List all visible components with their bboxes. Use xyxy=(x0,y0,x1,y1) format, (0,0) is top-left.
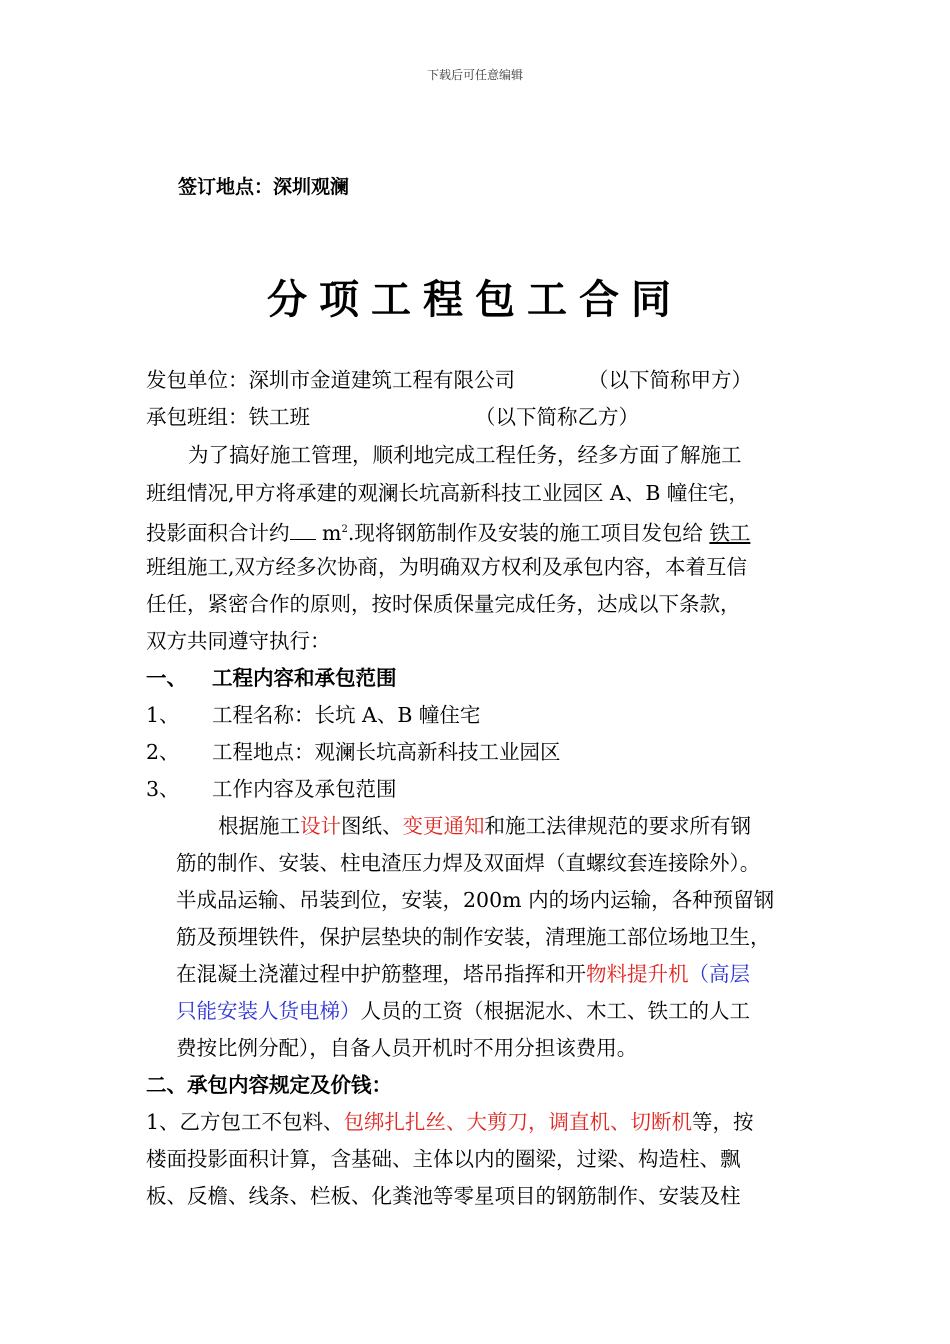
highlight-elevator-note: 只能安装人货电梯） xyxy=(176,999,361,1023)
item-text: 工程地点：观澜长坑高新科技工业园区 xyxy=(212,740,561,764)
header-note: 下载后可任意编辑 xyxy=(426,68,523,82)
scope-text: 和施工法律规范的要求所有钢 xyxy=(484,814,751,838)
highlight-material-hoist: 物料提升机 xyxy=(586,962,689,986)
item-number: 1、 xyxy=(146,703,180,727)
section-1-title: 工程内容和承包范围 xyxy=(212,666,397,690)
scope-text: 在混凝土浇灌过程中护筋整理，塔吊指挥和开 xyxy=(176,962,586,986)
section-1-heading xyxy=(146,660,397,696)
scope-line-6 xyxy=(176,993,750,1029)
item-number: 3、 xyxy=(146,777,180,801)
section-1-item-3 xyxy=(146,771,397,807)
section-1-number: 一、 xyxy=(146,666,187,690)
clause-1-line-3: 板、反檐、线条、栏板、化粪池等零星项目的钢筋制作、安装及柱 xyxy=(146,1184,741,1208)
document-title: 分项工程包工合同 xyxy=(267,277,683,323)
scope-line-2: 筋的制作、安装、柱电渣压力焊及双面焊（直螺纹套连接除外）。 xyxy=(176,851,761,875)
section-2-heading: 二、承包内容规定及价钱： xyxy=(146,1073,392,1097)
clause-text: 等，按 xyxy=(692,1110,754,1134)
intro-line-3 xyxy=(146,512,750,551)
scope-text: 人员的工资（根据泥水、木工、铁工的人工 xyxy=(360,999,750,1023)
area-unit-sup: 2 xyxy=(341,524,348,535)
clause-1-line-2: 楼面投影面积计算，含基础、主体以内的圈梁，过梁、构造柱、飘 xyxy=(146,1147,741,1171)
area-blank xyxy=(290,519,316,540)
scope-text: 根据施工 xyxy=(218,814,300,838)
item-number: 2、 xyxy=(146,740,180,764)
highlight-high-rise-note: （高层 xyxy=(688,962,750,986)
intro-line-2: 班组情况,甲方将承建的观澜长坑高新科技工业园区 A、B 幢住宅， xyxy=(146,481,749,505)
scope-text: 图纸、 xyxy=(341,814,403,838)
highlight-change-notice: 变更通知 xyxy=(402,814,485,838)
section-1-item-2 xyxy=(146,734,561,770)
scope-line-7: 费按比例分配），自备人员开机时不用分担该费用。 xyxy=(176,1036,638,1060)
party-b-note: （以下简称乙方） xyxy=(475,405,639,429)
contractor-team-name: 铁工 xyxy=(709,521,751,545)
scope-line-1 xyxy=(218,808,751,844)
sign-place: 签订地点：深圳观澜 xyxy=(178,176,350,198)
party-a-line xyxy=(146,362,515,398)
area-unit: m xyxy=(315,521,342,545)
item-text: 工作内容及承包范围 xyxy=(212,777,397,801)
scope-line-4: 筋及预埋铁件，保护层垫块的制作安装，清理施工部位场地卫生， xyxy=(176,925,771,949)
scope-line-5 xyxy=(176,956,750,992)
party-b-line xyxy=(146,399,310,435)
area-label: 投影面积合计约 xyxy=(146,521,290,545)
party-a-label: 发包单位：深圳市金道建筑工程有限公司 xyxy=(146,368,515,392)
intro-line-1: 为了搞好施工管理，顺利地完成工程任务，经多方面了解施工 xyxy=(188,443,742,467)
section-1-item-1 xyxy=(146,697,480,733)
highlight-tools: 包绑扎扎丝、大剪刀，调直机、切断机 xyxy=(343,1110,693,1134)
intro-line-4: 班组施工,双方经多次协商，为明确双方权利及承包内容，本着互信 xyxy=(146,555,748,579)
intro-line-6: 双方共同遵守执行： xyxy=(146,629,331,653)
party-b-label: 承包班组：铁工班 xyxy=(146,405,310,429)
item-text: 工程名称：长坑 A、B 幢住宅 xyxy=(212,703,481,727)
highlight-design: 设计 xyxy=(300,814,341,838)
intro-line-5: 任任，紧密合作的原则，按时保质保量完成任务，达成以下条款， xyxy=(146,592,741,616)
clause-1-line-1 xyxy=(146,1104,754,1140)
party-a-note: （以下简称甲方） xyxy=(588,368,752,392)
scope-line-3: 半成品运输、吊装到位，安装，200m 内的场内运输，各种预留钢 xyxy=(176,888,775,912)
clause-text: 1、乙方包工不包料、 xyxy=(146,1110,344,1134)
intro-line-3-text: .现将钢筋制作及安装的施工项目发包给 xyxy=(347,521,703,545)
